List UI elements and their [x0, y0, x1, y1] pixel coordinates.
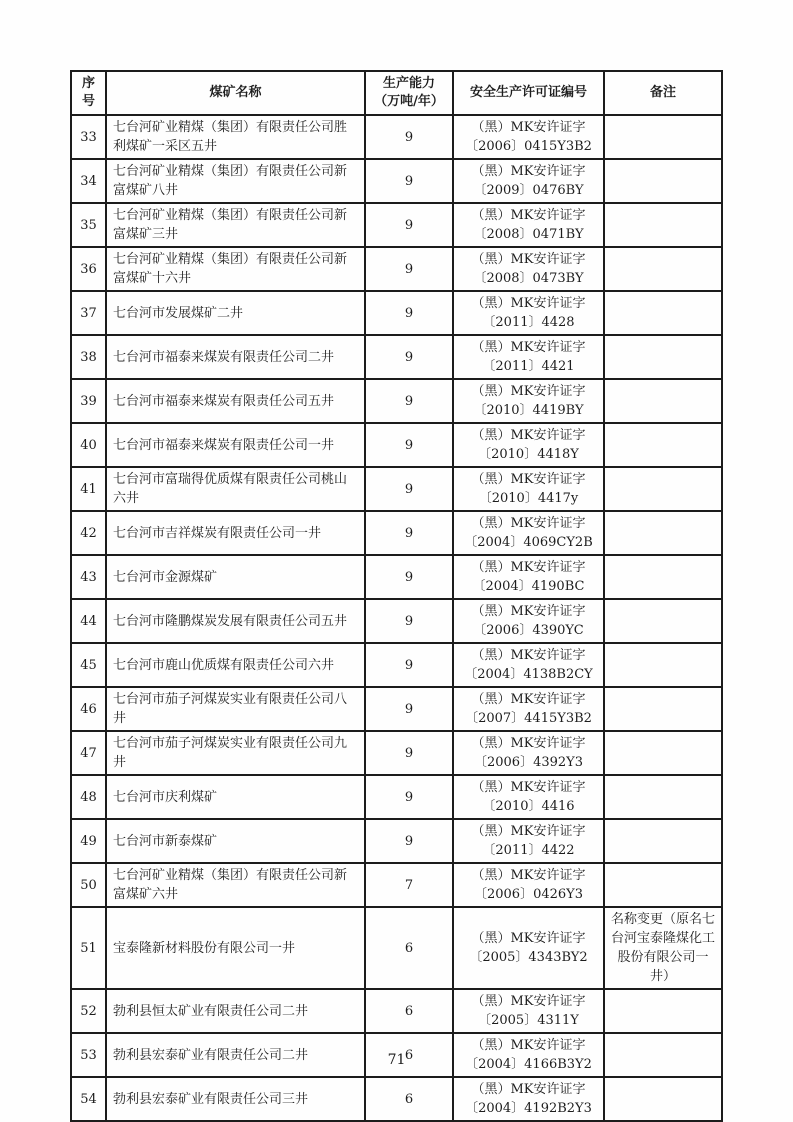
cell-mine-name: 七台河市新泰煤矿	[106, 819, 365, 863]
cell-mine-name: 七台河市茄子河煤炭实业有限责任公司九井	[106, 731, 365, 775]
table-row	[71, 511, 722, 555]
cell-license-number: （黑）MK安许证字〔2010〕4419BY	[453, 379, 604, 423]
cell-remark	[604, 731, 722, 775]
cell-row-number: 40	[71, 423, 106, 467]
cell-capacity: 6	[365, 907, 453, 989]
cell-mine-name: 宝泰隆新材料股份有限公司一井	[106, 907, 365, 989]
cell-row-number: 51	[71, 907, 106, 989]
cell-mine-name: 七台河矿业精煤（集团）有限责任公司胜利煤矿一采区五井	[106, 115, 365, 159]
cell-mine-name: 七台河矿业精煤（集团）有限责任公司新富煤矿六井	[106, 863, 365, 907]
cell-remark	[604, 467, 722, 511]
table-row	[71, 335, 722, 379]
table-row	[71, 203, 722, 247]
page-number: 71	[387, 1052, 406, 1068]
cell-license-number: （黑）MK安许证字〔2010〕4417y	[453, 467, 604, 511]
cell-mine-name: 勃利县恒太矿业有限责任公司二井	[106, 989, 365, 1033]
cell-row-number: 47	[71, 731, 106, 775]
cell-capacity: 9	[365, 203, 453, 247]
cell-row-number: 36	[71, 247, 106, 291]
cell-capacity: 9	[365, 467, 453, 511]
cell-mine-name: 七台河市鹿山优质煤有限责任公司六井	[106, 643, 365, 687]
cell-license-number: （黑）MK安许证字〔2006〕4390YC	[453, 599, 604, 643]
cell-mine-name: 七台河矿业精煤（集团）有限责任公司新富煤矿八井	[106, 159, 365, 203]
cell-row-number: 46	[71, 687, 106, 731]
header-license: 安全生产许可证编号	[453, 71, 604, 115]
cell-remark	[604, 291, 722, 335]
table-row	[71, 423, 722, 467]
table-row	[71, 907, 722, 989]
table-row	[71, 115, 722, 159]
cell-remark	[604, 643, 722, 687]
cell-mine-name: 勃利县宏泰矿业有限责任公司三井	[106, 1077, 365, 1121]
cell-license-number: （黑）MK安许证字〔2004〕4166B3Y2	[453, 1033, 604, 1077]
header-no: 序号	[71, 71, 106, 115]
cell-capacity: 9	[365, 511, 453, 555]
cell-capacity: 6	[365, 1033, 453, 1077]
cell-capacity: 9	[365, 731, 453, 775]
cell-mine-name: 七台河市福泰来煤炭有限责任公司五井	[106, 379, 365, 423]
cell-capacity: 9	[365, 159, 453, 203]
cell-license-number: （黑）MK安许证字〔2005〕4311Y	[453, 989, 604, 1033]
cell-license-number: （黑）MK安许证字〔2004〕4069CY2B	[453, 511, 604, 555]
cell-row-number: 42	[71, 511, 106, 555]
cell-capacity: 9	[365, 643, 453, 687]
cell-row-number: 41	[71, 467, 106, 511]
cell-capacity: 9	[365, 247, 453, 291]
cell-capacity: 6	[365, 1077, 453, 1121]
cell-capacity: 9	[365, 775, 453, 819]
cell-row-number: 37	[71, 291, 106, 335]
cell-mine-name: 七台河市福泰来煤炭有限责任公司一井	[106, 423, 365, 467]
cell-license-number: （黑）MK安许证字〔2006〕0415Y3B2	[453, 115, 604, 159]
cell-row-number: 33	[71, 115, 106, 159]
cell-row-number: 53	[71, 1033, 106, 1077]
cell-license-number: （黑）MK安许证字〔2006〕0426Y3	[453, 863, 604, 907]
cell-license-number: （黑）MK安许证字〔2010〕4416	[453, 775, 604, 819]
cell-remark	[604, 687, 722, 731]
cell-capacity: 9	[365, 555, 453, 599]
cell-row-number: 49	[71, 819, 106, 863]
table-row	[71, 159, 722, 203]
cell-mine-name: 七台河市吉祥煤炭有限责任公司一井	[106, 511, 365, 555]
table-body	[71, 115, 722, 1121]
cell-mine-name: 勃利县宏泰矿业有限责任公司二井	[106, 1033, 365, 1077]
cell-license-number: （黑）MK安许证字〔2004〕4138B2CY	[453, 643, 604, 687]
cell-remark	[604, 115, 722, 159]
cell-mine-name: 七台河市发展煤矿二井	[106, 291, 365, 335]
header-capacity	[365, 71, 453, 115]
header-capacity-line1: 生产能力	[382, 76, 435, 91]
cell-capacity: 9	[365, 423, 453, 467]
header-mine-name: 煤矿名称	[106, 71, 365, 115]
cell-remark	[604, 511, 722, 555]
table-row	[71, 599, 722, 643]
table-row	[71, 247, 722, 291]
cell-mine-name: 七台河市隆鹏煤炭发展有限责任公司五井	[106, 599, 365, 643]
table-row	[71, 1077, 722, 1121]
cell-capacity: 9	[365, 599, 453, 643]
cell-mine-name: 七台河市金源煤矿	[106, 555, 365, 599]
cell-row-number: 48	[71, 775, 106, 819]
cell-remark	[604, 159, 722, 203]
cell-remark	[604, 203, 722, 247]
cell-remark	[604, 555, 722, 599]
cell-capacity: 7	[365, 863, 453, 907]
table-row	[71, 731, 722, 775]
cell-row-number: 54	[71, 1077, 106, 1121]
cell-row-number: 34	[71, 159, 106, 203]
table-row	[71, 467, 722, 511]
cell-row-number: 38	[71, 335, 106, 379]
cell-capacity: 9	[365, 335, 453, 379]
cell-capacity: 9	[365, 115, 453, 159]
cell-license-number: （黑）MK安许证字〔2009〕0476BY	[453, 159, 604, 203]
cell-remark	[604, 819, 722, 863]
table-row	[71, 291, 722, 335]
cell-mine-name: 七台河矿业精煤（集团）有限责任公司新富煤矿三井	[106, 203, 365, 247]
cell-license-number: （黑）MK安许证字〔2010〕4418Y	[453, 423, 604, 467]
table-row	[71, 989, 722, 1033]
cell-remark	[604, 335, 722, 379]
cell-license-number: （黑）MK安许证字〔2011〕4422	[453, 819, 604, 863]
header-remark: 备注	[604, 71, 722, 115]
cell-license-number: （黑）MK安许证字〔2007〕4415Y3B2	[453, 687, 604, 731]
cell-mine-name: 七台河市茄子河煤炭实业有限责任公司八井	[106, 687, 365, 731]
cell-remark	[604, 423, 722, 467]
cell-license-number: （黑）MK安许证字〔2008〕0471BY	[453, 203, 604, 247]
cell-license-number: （黑）MK安许证字〔2005〕4343BY2	[453, 907, 604, 989]
cell-remark: 名称变更（原名七台河宝泰隆煤化工股份有限公司一井）	[604, 907, 722, 989]
cell-row-number: 43	[71, 555, 106, 599]
table-row	[71, 863, 722, 907]
cell-remark	[604, 863, 722, 907]
table-row	[71, 687, 722, 731]
table-row	[71, 775, 722, 819]
cell-row-number: 45	[71, 643, 106, 687]
cell-remark	[604, 247, 722, 291]
cell-capacity: 9	[365, 687, 453, 731]
cell-license-number: （黑）MK安许证字〔2011〕4421	[453, 335, 604, 379]
cell-remark	[604, 599, 722, 643]
cell-row-number: 39	[71, 379, 106, 423]
coal-mine-table	[70, 70, 723, 1122]
cell-row-number: 35	[71, 203, 106, 247]
table-row	[71, 819, 722, 863]
table-row	[71, 379, 722, 423]
cell-mine-name: 七台河矿业精煤（集团）有限责任公司新富煤矿十六井	[106, 247, 365, 291]
cell-row-number: 50	[71, 863, 106, 907]
cell-capacity: 6	[365, 989, 453, 1033]
cell-license-number: （黑）MK安许证字〔2011〕4428	[453, 291, 604, 335]
cell-license-number: （黑）MK安许证字〔2004〕4190BC	[453, 555, 604, 599]
cell-capacity: 9	[365, 379, 453, 423]
cell-license-number: （黑）MK安许证字〔2004〕4192B2Y3	[453, 1077, 604, 1121]
table-header-row	[71, 71, 722, 115]
cell-mine-name: 七台河市庆利煤矿	[106, 775, 365, 819]
cell-mine-name: 七台河市富瑞得优质煤有限责任公司桃山六井	[106, 467, 365, 511]
cell-remark	[604, 775, 722, 819]
header-capacity-line2: （万吨/年）	[374, 94, 444, 109]
cell-capacity: 9	[365, 291, 453, 335]
cell-remark	[604, 379, 722, 423]
cell-remark	[604, 1077, 722, 1121]
cell-row-number: 52	[71, 989, 106, 1033]
cell-license-number: （黑）MK安许证字〔2008〕0473BY	[453, 247, 604, 291]
table-row	[71, 555, 722, 599]
cell-capacity: 9	[365, 819, 453, 863]
cell-row-number: 44	[71, 599, 106, 643]
cell-remark	[604, 989, 722, 1033]
cell-license-number: （黑）MK安许证字〔2006〕4392Y3	[453, 731, 604, 775]
table-row	[71, 643, 722, 687]
cell-mine-name: 七台河市福泰来煤炭有限责任公司二井	[106, 335, 365, 379]
